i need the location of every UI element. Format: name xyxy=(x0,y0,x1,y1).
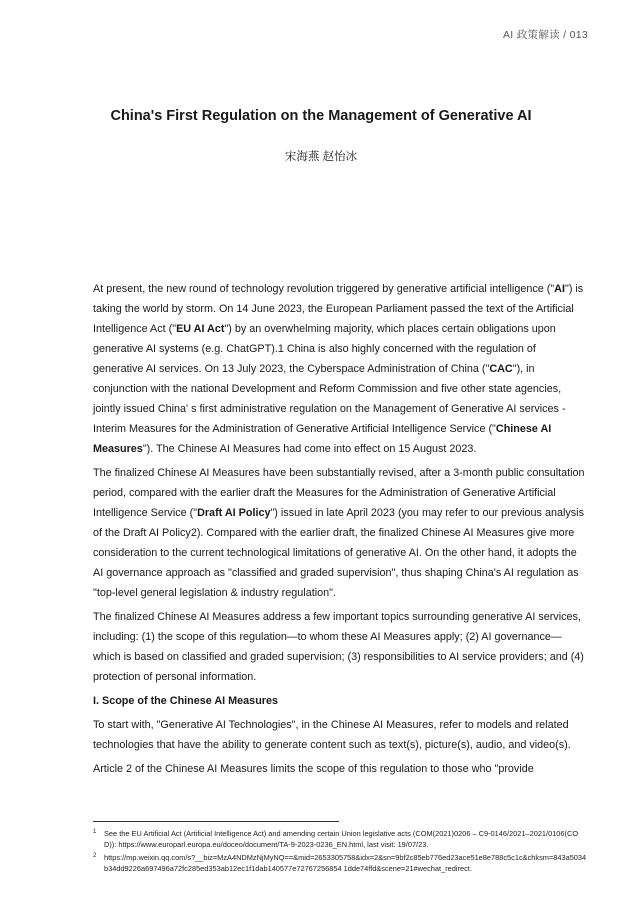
defined-term: CAC xyxy=(489,363,513,375)
defined-term: AI xyxy=(554,283,565,295)
paragraph-4: To start with, "Generative AI Technologies", in the Chinese AI Measures, refer to models and related technologies that have the ability to generate content such as text(s), picture(s), audio, and video(s). xyxy=(93,719,571,751)
footnote-2: 2 https://mp.weixin.qq.com/s?__biz=MzA4NDMzNjMyNQ==&mid=2653305758&idx=2&sn=9bf2c85eb776ed23ace51e8e788c5c1c&chksm=843a5034b34dd9226a697496a72fc285ed353ab12ec1f1dab140577e72767256854 1dde74ffd&scene=21#wechat_redirect. xyxy=(93,853,587,873)
article-authors: 宋海燕 赵怡冰 xyxy=(284,151,358,163)
footnotes xyxy=(93,829,587,877)
paragraph-2: The finalized Chinese AI Measures have been substantially revised, after a 3-month public consultation period, compared with the earlier draft the Measures for the Administration of Generative Artificial Intelligence Service ("Draft AI Policy") issued in late April 2023 (you may refer to our previous analysis of the Draft AI Policy2). Compared with the earlier draft, the finalized Chinese AI Measures give more consideration to the current technological limitations of generative AI. On the other hand, it adopts the AI governance approach as "classified and graded supervision", thus shaping China's AI regulation as "top-level general legislation & industry regulation". xyxy=(93,467,585,599)
article-title: China's First Regulation on the Management of Generative AI xyxy=(110,108,532,124)
section-heading-scope: I. Scope of the Chinese AI Measures xyxy=(93,695,278,707)
footnote-1: 1 See the EU Artificial Act (Artificial Intelligence Act) and amending certain Union legislative acts (COM(2021)0206 – C9-0146/2021–2021/0106(COD)): https://www.europarl.europa.eu/doceo/document/TA-9-2023-0236_EN.html, last visit: 19/07/23. xyxy=(93,829,579,849)
running-header: AI 政策解读 / 013 xyxy=(502,29,588,41)
paragraph-1: At present, the new round of technology revolution triggered by generative artificial intelligence ("AI") is taking the world by storm. On 14 June 2023, the European Parliament passed the text of the Artificial Intelligence Act ("EU AI Act") by an overwhelming majority, which places certain obligations upon generative AI systems (e.g. ChatGPT).1 China is also highly concerned with the regulation of generative AI services. On 13 July 2023, the Cyberspace Administration of China ("CAC"), in conjunction with the national Development and Reform Commission and five other state agencies, jointly issued China' s first administrative regulation on the Management of Generative AI services - Interim Measures for the Administration of Generative Artificial Intelligence Service ("Chinese AI Measures"). The Chinese AI Measures had come into effect on 15 August 2023. xyxy=(93,283,584,455)
defined-term: Draft AI Policy xyxy=(197,507,271,519)
paragraph-5: Article 2 of the Chinese AI Measures limits the scope of this regulation to those who "provide xyxy=(93,763,534,775)
defined-term: EU AI Act xyxy=(176,323,225,335)
paragraph-3: The finalized Chinese AI Measures address a few important topics surrounding generative AI services, including: (1) the scope of this regulation—to whom these AI Measures apply; (2) AI governance—which is based on classified and graded supervision; (3) responsibilities to AI service providers; and (4) protection of personal information. xyxy=(93,611,584,683)
footnote-divider xyxy=(93,821,339,822)
article-body xyxy=(93,279,587,783)
defined-term: Chinese AI Measures xyxy=(93,423,552,455)
